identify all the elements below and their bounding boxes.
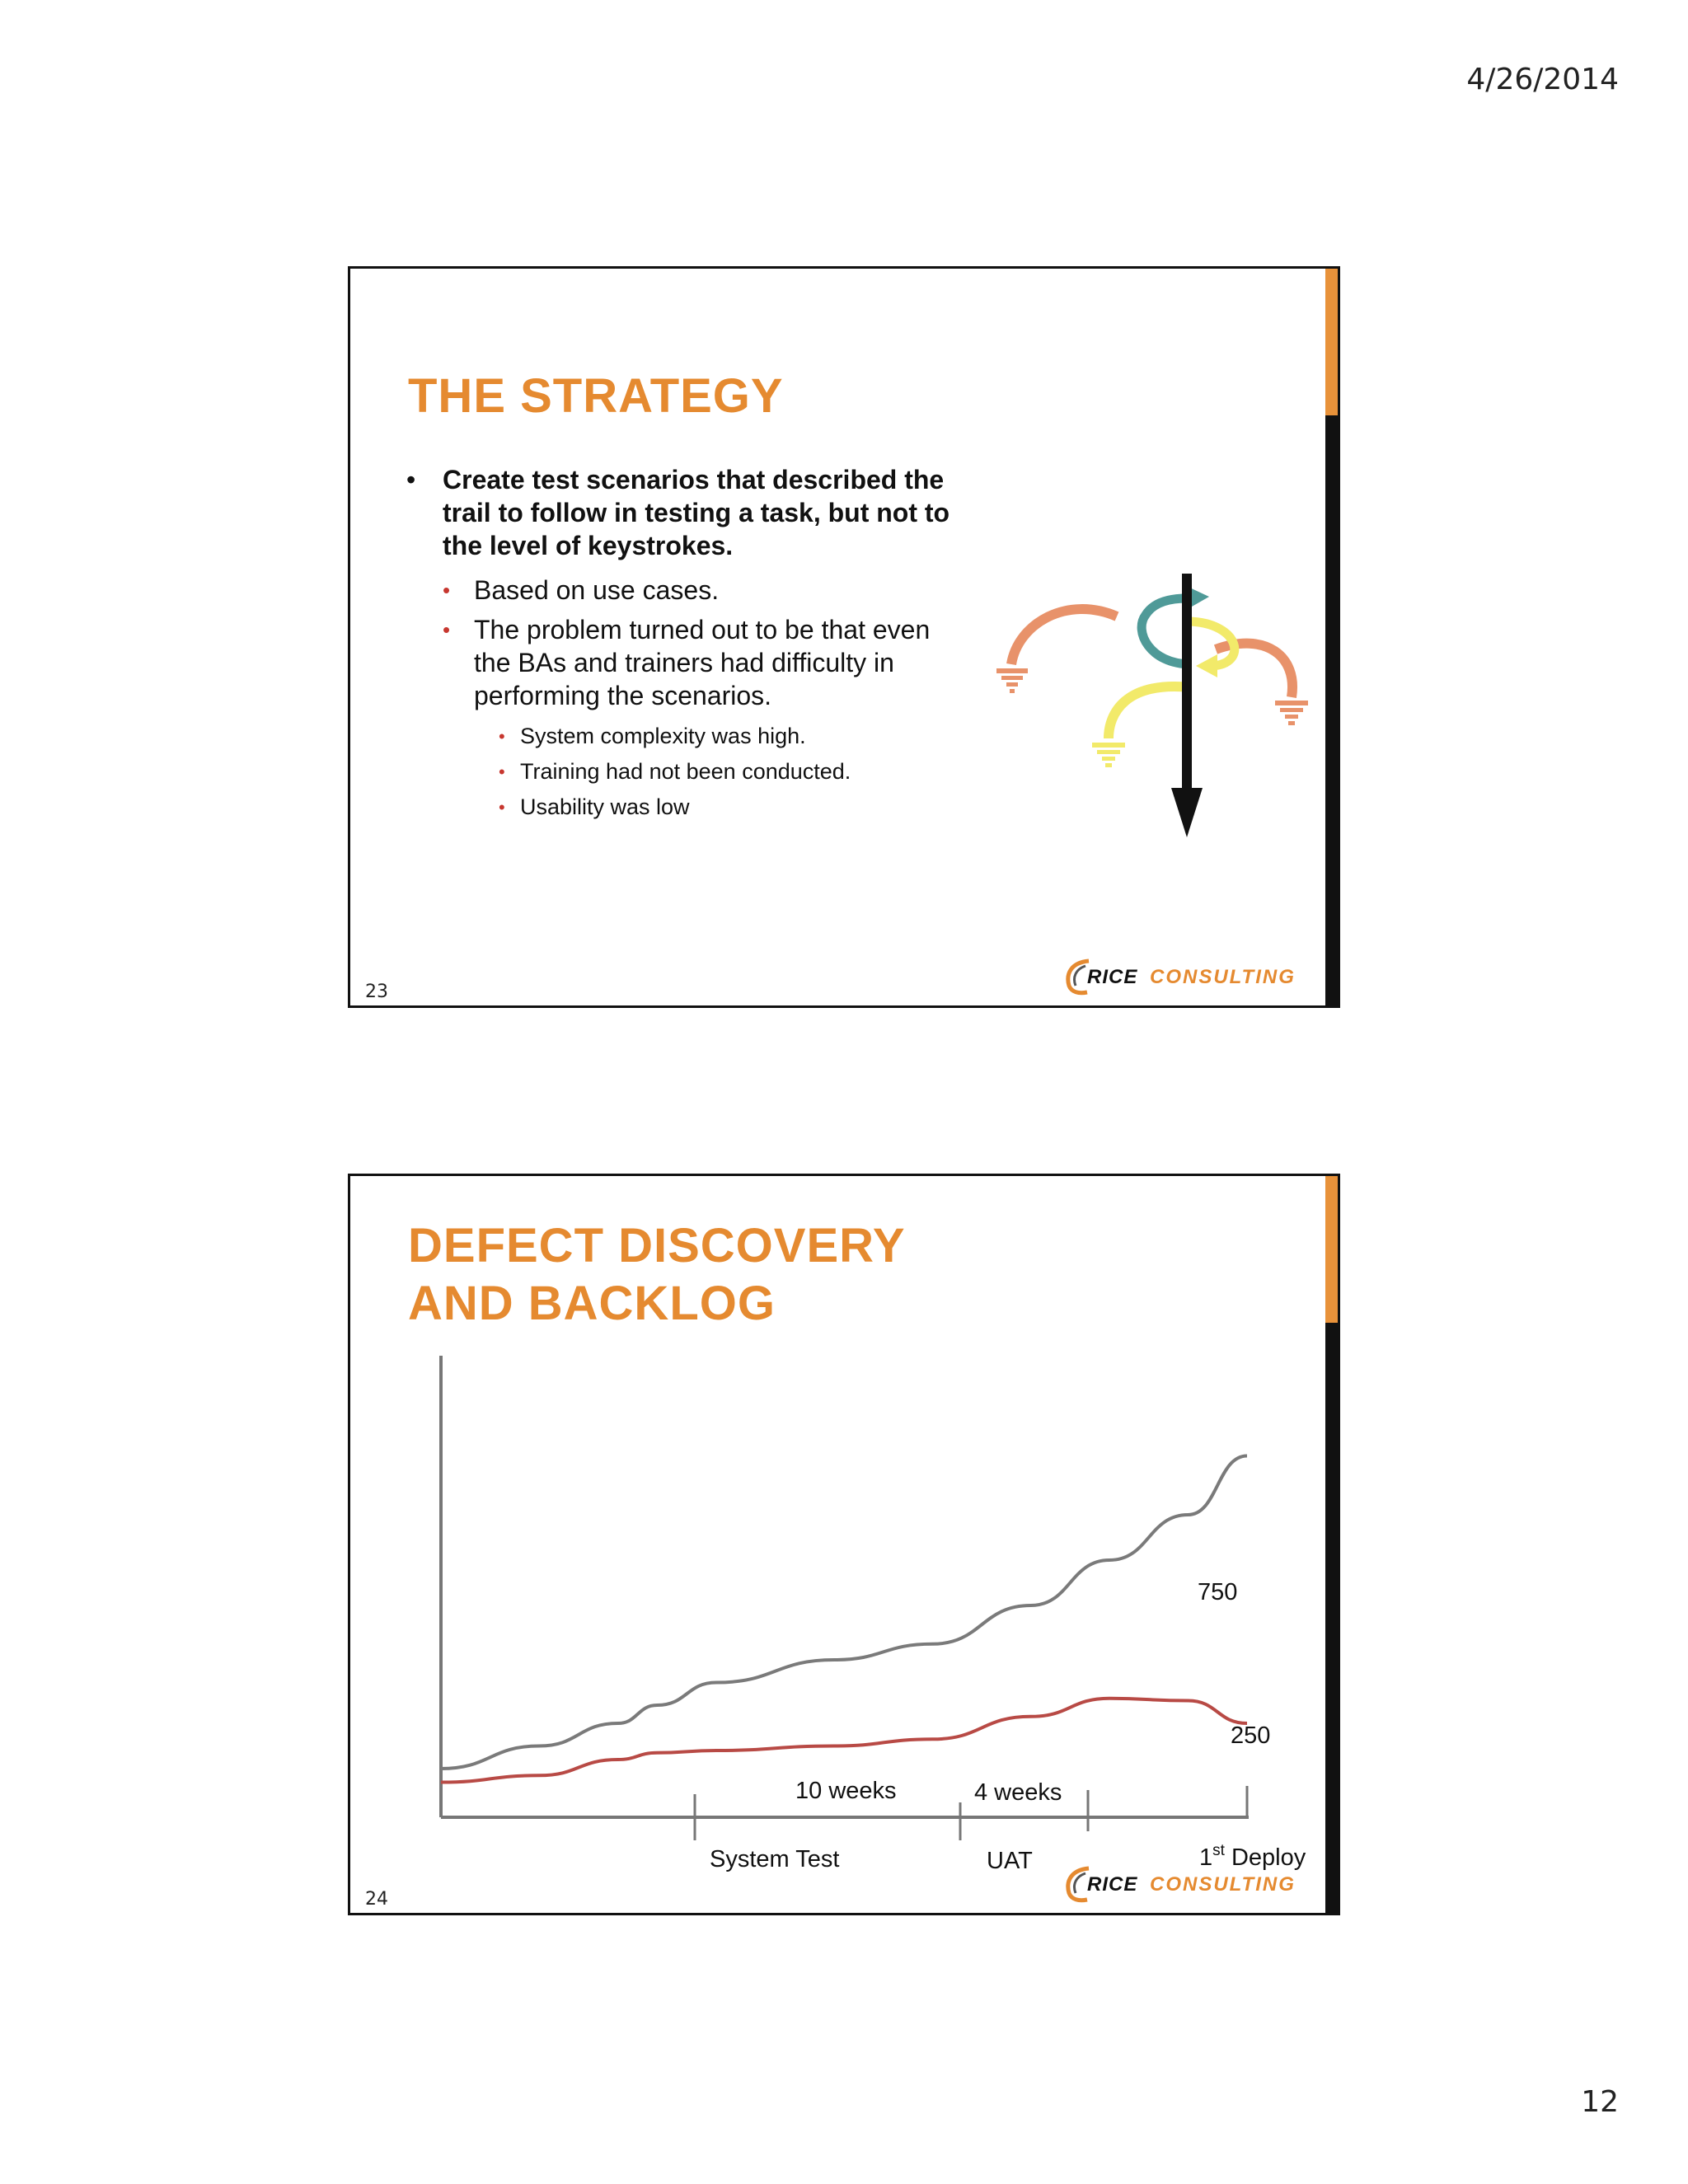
rice-consulting-logo — [1064, 1865, 1303, 1903]
duration-label-uat: 4 weeks — [974, 1779, 1062, 1806]
page-date: 4/26/2014 — [1466, 63, 1619, 96]
slide-title: THE STRATEGY — [408, 369, 784, 423]
logo-text-consulting: CONSULTING — [1150, 1873, 1296, 1896]
bullet-sub: • The problem turned out to be that even the BAs and trainers had difficulty in performing the scenarios. — [443, 613, 935, 712]
bullet-subsub: • Training had not been conducted. — [499, 754, 1033, 790]
phase-label-deploy: 1st Deploy — [1199, 1842, 1306, 1871]
phase-label-system-test: System Test — [710, 1846, 840, 1872]
bullet-list — [406, 463, 1033, 825]
slide-title-line1: DEFECT DISCOVERY — [408, 1219, 906, 1272]
logo-text-rice: RICE — [1087, 1873, 1138, 1896]
slide-number: 24 — [365, 1889, 388, 1910]
slide-number: 23 — [365, 982, 388, 1002]
logo-text-consulting: CONSULTING — [1150, 966, 1296, 988]
rice-consulting-logo — [1064, 958, 1303, 996]
defect-chart — [350, 1176, 1340, 1915]
bullet-subsub: • Usability was low — [499, 790, 1033, 825]
main-arrow-head — [1171, 788, 1203, 837]
bullet-subsub: • System complexity was high. — [499, 719, 1033, 754]
page-number: 12 — [1581, 2085, 1619, 2119]
slide-defect-discovery — [348, 1174, 1340, 1915]
slide-the-strategy — [348, 266, 1340, 1008]
slide-title-line2: AND BACKLOG — [408, 1277, 776, 1330]
ground-icon — [1275, 701, 1308, 725]
orange-loop-right — [1216, 644, 1292, 697]
ground-icon — [996, 668, 1028, 693]
series-end-label: 250 — [1231, 1722, 1271, 1749]
phase-label-uat: UAT — [987, 1848, 1033, 1874]
duration-label-system-test: 10 weeks — [795, 1778, 897, 1804]
orange-loop-left — [1011, 609, 1117, 664]
logo-text-rice: RICE — [1087, 966, 1138, 988]
series-line-0 — [441, 1456, 1247, 1769]
ground-icon — [1092, 743, 1125, 767]
series-line-1 — [441, 1699, 1247, 1783]
yellow-arrowhead — [1196, 654, 1217, 677]
series-end-label: 750 — [1198, 1579, 1238, 1605]
bullet-main: • Create test scenarios that described the trail to follow in testing a task, but not to the level of keystrokes. — [406, 463, 970, 562]
main-arrow-shaft — [1182, 574, 1192, 821]
yellow-loop-bottom — [1109, 687, 1191, 738]
bullet-sub: • Based on use cases. — [443, 574, 1033, 607]
trail-diagram — [993, 541, 1339, 854]
